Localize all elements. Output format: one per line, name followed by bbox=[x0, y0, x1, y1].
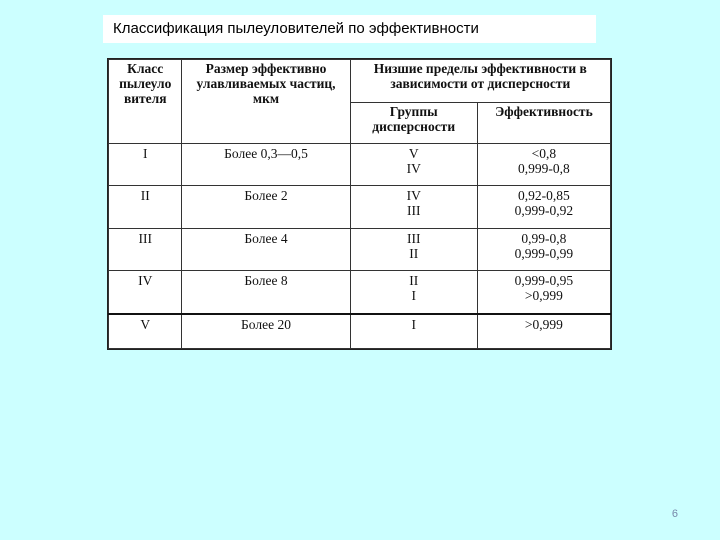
cell-class: II bbox=[109, 186, 182, 228]
cell-class: IV bbox=[109, 271, 182, 314]
efficiency-value: >0,999 bbox=[524, 288, 563, 304]
efficiency-value: 0,99-0,8 bbox=[521, 230, 567, 246]
cell-dispersion-groups bbox=[350, 186, 477, 228]
slide-title: Классификация пылеуловителей по эффективности bbox=[103, 15, 596, 43]
efficiency-value: 0,999-0,92 bbox=[514, 203, 574, 219]
cell-dispersion-groups bbox=[350, 228, 477, 270]
table-row bbox=[109, 314, 611, 349]
header-dispersion-groups: Группы дисперсности bbox=[350, 103, 477, 144]
cell-efficiency bbox=[477, 186, 610, 228]
dispersion-group-value: III bbox=[406, 230, 421, 246]
cell-efficiency bbox=[477, 314, 610, 349]
cell-size: Более 2 bbox=[182, 186, 350, 228]
cell-class: III bbox=[109, 228, 182, 270]
table-row bbox=[109, 144, 611, 186]
dispersion-group-value: II bbox=[409, 273, 419, 289]
efficiency-value: >0,999 bbox=[524, 316, 563, 332]
efficiency-value: 0,92-0,85 bbox=[518, 188, 570, 204]
header-size: Размер эффективно улавливаемых частиц, мкм bbox=[182, 60, 350, 144]
cell-efficiency bbox=[477, 228, 610, 270]
cell-efficiency bbox=[477, 271, 610, 314]
efficiency-value: 0,999-0,95 bbox=[514, 273, 574, 289]
cell-size: Более 8 bbox=[182, 271, 350, 314]
table-row bbox=[109, 186, 611, 228]
cell-dispersion-groups bbox=[350, 144, 477, 186]
header-efficiency: Эффективность bbox=[477, 103, 610, 144]
cell-class: I bbox=[109, 144, 182, 186]
cell-size: Более 20 bbox=[182, 314, 350, 349]
dispersion-group-value: I bbox=[411, 316, 416, 332]
page-number: 6 bbox=[671, 508, 678, 520]
cell-efficiency bbox=[477, 144, 610, 186]
efficiency-value: <0,8 bbox=[531, 146, 557, 161]
dispersion-group-value: V bbox=[408, 146, 419, 161]
header-efficiency-limits: Низшие пределы эффективности в зависимости от дисперсности bbox=[350, 60, 610, 103]
cell-dispersion-groups bbox=[350, 314, 477, 349]
table-row bbox=[109, 228, 611, 270]
classification-table bbox=[107, 58, 612, 350]
dispersion-group-value: IV bbox=[406, 161, 421, 176]
cell-size: Более 4 bbox=[182, 228, 350, 270]
efficiency-value: 0,999-0,99 bbox=[514, 245, 574, 261]
dispersion-group-value: IV bbox=[406, 188, 421, 204]
efficiency-value: 0,999-0,8 bbox=[518, 161, 570, 176]
dispersion-group-value: I bbox=[411, 288, 416, 304]
cell-class: V bbox=[109, 314, 182, 349]
dispersion-group-value: III bbox=[406, 203, 421, 219]
dispersion-group-value: II bbox=[409, 245, 419, 261]
cell-size: Более 0,3—0,5 bbox=[182, 144, 350, 186]
table-row bbox=[109, 271, 611, 314]
header-class: Класс пылеуло вителя bbox=[109, 60, 182, 144]
cell-dispersion-groups bbox=[350, 271, 477, 314]
